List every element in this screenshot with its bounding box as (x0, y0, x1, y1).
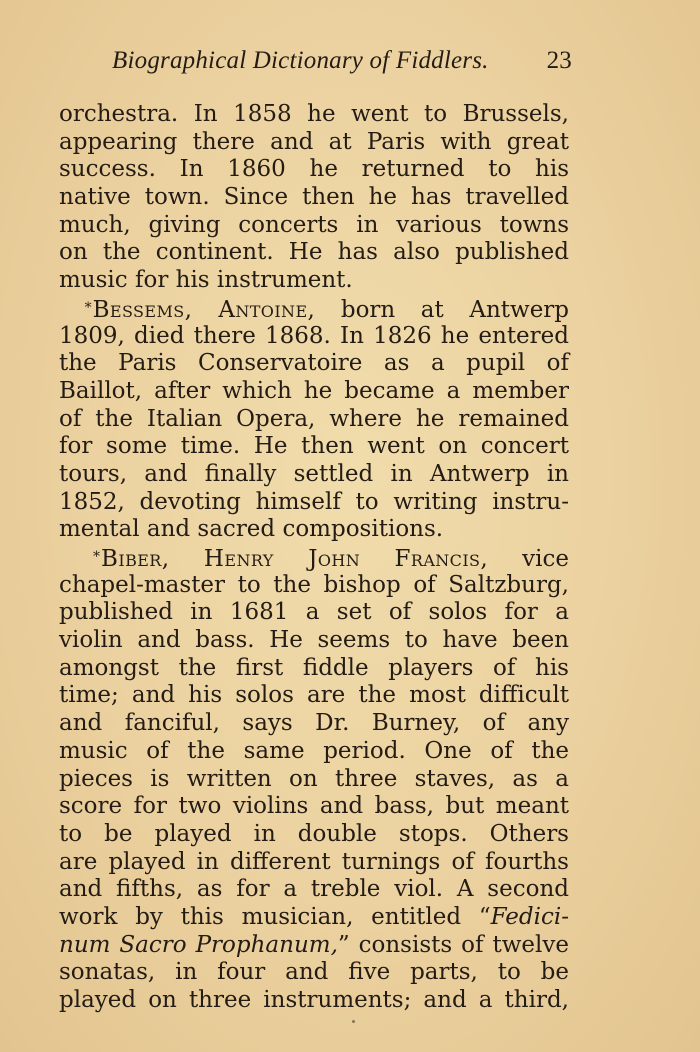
paper-speck (352, 1020, 355, 1023)
text-line: played on three instruments; and a third, (59, 987, 569, 1013)
text-line: music for his instrument. (59, 267, 353, 294)
italic-title: Fedici- (490, 903, 569, 930)
text-line: tours, and finally settled in Antwerp in (59, 460, 569, 487)
text-line (59, 904, 569, 932)
entry-marker: * (84, 299, 92, 316)
text-line: 1809, died there 1868. In 1826 he entered (59, 322, 569, 349)
text-line: Baillot, after which he became a member (59, 377, 569, 404)
italic-title: num Sacro Prophanum, (59, 931, 338, 958)
running-head (112, 44, 572, 78)
text-line: mental and sacred compositions. (59, 516, 444, 543)
page-number: 23 (546, 47, 572, 74)
entry-heading-line (59, 295, 569, 323)
body-text (59, 101, 569, 1015)
entry-marker: * (93, 549, 101, 565)
entry-name: Biber, Henry John Francis, (101, 546, 489, 572)
text-line: much, giving concerts in various towns (59, 211, 569, 238)
text-line: score for two violins and bass, but meant (59, 793, 569, 820)
text-line: chapel-master to the bishop of Saltzburg, (59, 571, 569, 598)
entry-text: born at Antwerp (340, 296, 570, 323)
entry-name: Bessems, Antoine, (92, 296, 316, 323)
text-line: amongst the first fiddle players of his (59, 654, 569, 681)
text-line: orchestra. In 1858 he went to Brussels, (59, 101, 569, 127)
text-line: 1852, devoting himself to writing instru- (59, 488, 569, 515)
text-line (59, 932, 569, 960)
text-line: published in 1681 a set of solos for a (59, 599, 569, 626)
text-fragment: ” consists of twelve (337, 931, 570, 958)
text-line: the Paris Conservatoire as a pupil of (59, 350, 569, 377)
text-fragment: work by this musician, entitled “ (59, 903, 491, 930)
text-line: time; and his solos are the most difficult (59, 682, 569, 709)
text-line: to be played in double stops. Others (59, 820, 569, 847)
text-line: violin and bass. He seems to have been (59, 627, 569, 654)
text-line: of the Italian Opera, where he remained (59, 405, 569, 432)
text-line: sonatas, in four and five parts, to be (59, 959, 569, 986)
text-line: appearing there and at Paris with great (59, 128, 569, 155)
entry-heading-line (59, 544, 569, 572)
text-line: success. In 1860 he returned to his (59, 156, 569, 183)
text-line: and fifths, as for a treble viol. A second (59, 876, 569, 903)
text-line: for some time. He then went on concert (59, 433, 569, 460)
text-line: pieces is written on three staves, as a (59, 765, 569, 792)
entry-text: vice (522, 546, 570, 572)
text-line: are played in different turnings of fourths (59, 848, 569, 875)
text-line: and fanciful, says Dr. Burney, of any (59, 710, 569, 737)
text-line: on the continent. He has also published (59, 239, 569, 266)
running-head-title: Biographical Dictionary of Fiddlers. (112, 47, 489, 74)
text-line: native town. Since then he has travelled (59, 184, 569, 211)
text-line: music of the same period. One of the (59, 737, 569, 764)
